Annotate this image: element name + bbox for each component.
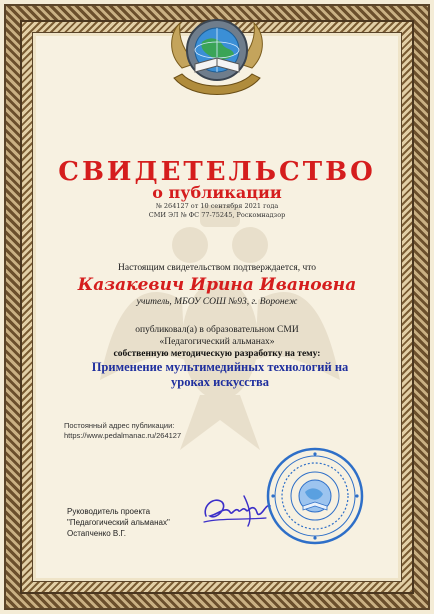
journal-name: «Педагогический альманах» — [159, 337, 275, 347]
publication-theme: Применение мультимедийных технологий на уроках искусства — [91, 360, 349, 389]
signer-role-line2: "Педагогический альманах" — [67, 518, 170, 527]
handwritten-signature — [200, 488, 275, 530]
address-label: Постоянный адрес публикации: — [64, 421, 175, 430]
certificate-subtitle: о публикации — [152, 183, 282, 202]
recipient-name: Казакевич Ирина Ивановна — [77, 275, 357, 295]
confirm-text: Настоящим свидетельством подтверждается, что — [118, 263, 316, 273]
round-seal-stamp-icon — [265, 446, 365, 546]
publication-url[interactable]: https://www.pedalmanac.ru/264127 — [64, 431, 182, 440]
published-text: опубликовал(а) в образовательном СМИ — [135, 325, 299, 335]
signer-block — [67, 506, 170, 539]
registration-number: № 264127 от 10 сентября 2021 года — [155, 202, 279, 210]
globe-book-emblem-icon — [162, 8, 272, 103]
media-registration: СМИ ЭЛ № ФС 77-75245, Роскомнадзор — [148, 211, 286, 219]
signer-name: Остапченко В.Г. — [67, 529, 127, 538]
signer-role-line1: Руководитель проекта — [67, 507, 151, 516]
own-work-text: собственную методическую разработку на тему: — [113, 349, 321, 359]
recipient-position: учитель, МБОУ СОШ №93, г. Воронеж — [136, 297, 298, 307]
certificate-title: СВИДЕТЕЛЬСТВО — [58, 157, 376, 187]
